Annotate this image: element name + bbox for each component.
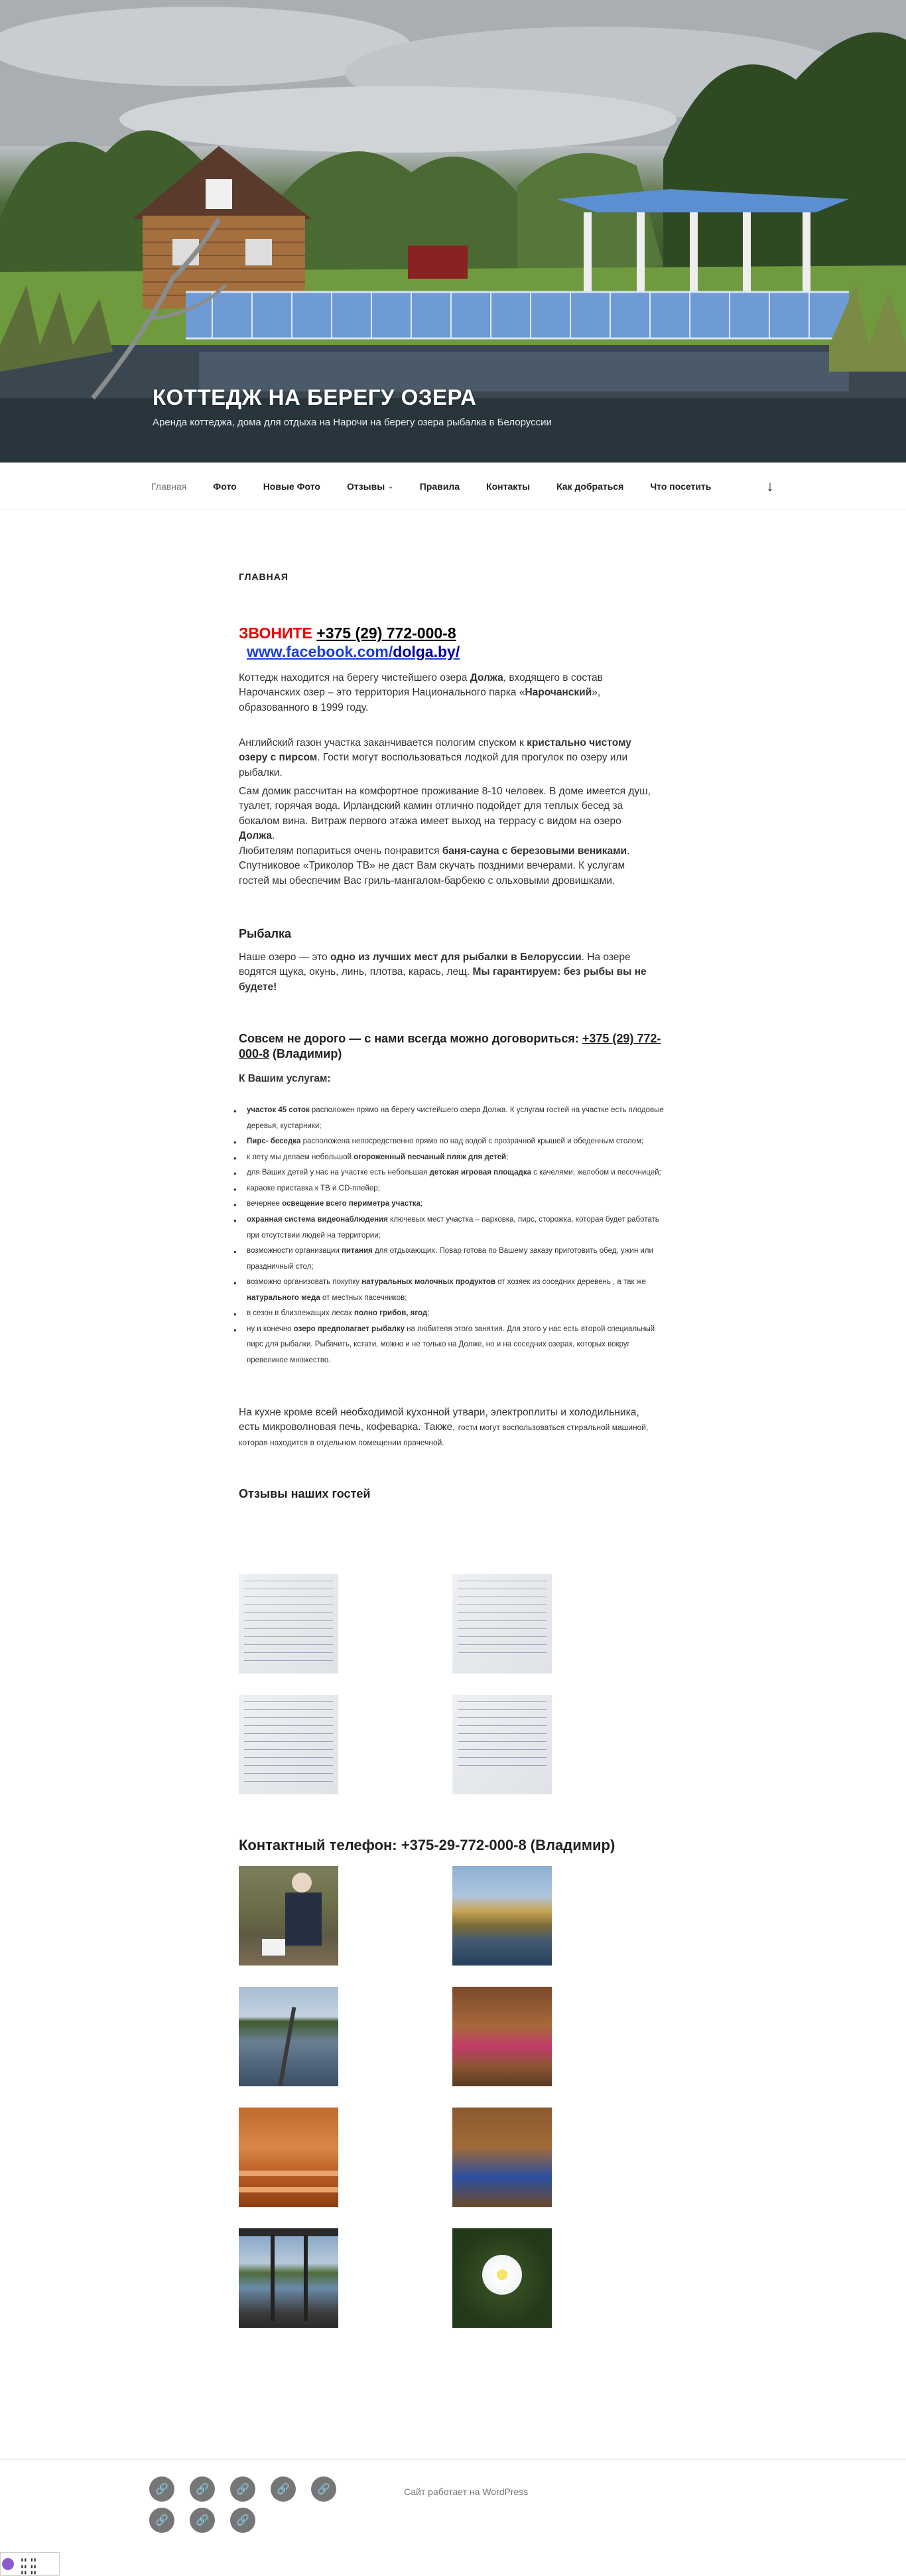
counter-stats: ▮▮ ▮▮ ▮▮ ▮▮ ▮▮ ▮▮: [21, 2557, 37, 2576]
link-icon[interactable]: 🔗: [230, 2508, 255, 2533]
arrow-down-icon[interactable]: ↓: [766, 478, 774, 494]
fishing-paragraph: Наше озеро — это одно из лучших мест для рыбалки в Белоруссии. На озере водятся щука, окунь, линь, плотва, карась, лещ. Мы гарантируем: без рыбы вы не будете!: [239, 952, 647, 993]
nav-item-home[interactable]: Главная: [151, 481, 187, 492]
link-icon[interactable]: 🔗: [311, 2476, 336, 2502]
intro-paragraph: Коттедж находится на берегу чистейшего озера Должа, входящего в состав Нарочанских озер – это территория Национального парка «Нарочанский», образованного в 1999 году.: [239, 672, 603, 713]
list-item: • для Ваших детей у нас на участке есть небольшая детская игровая площадка с качелями, желобом и песочницей;: [239, 1165, 667, 1181]
nav-item-rules[interactable]: Правила: [419, 481, 460, 492]
main-navigation: [0, 463, 906, 510]
gallery-photo-dining-room[interactable]: [452, 1987, 552, 2086]
gallery-photo-fisherman[interactable]: [239, 1866, 338, 1966]
call-number-link[interactable]: +375 (29) 772-000-8: [316, 624, 456, 642]
header-hero: [0, 0, 906, 463]
list-item: • в сезон в близлежащих лесах полно грибов, ягод;: [239, 1306, 667, 1322]
site-branding: [153, 385, 552, 428]
gallery-photo-window-view[interactable]: [239, 2228, 338, 2328]
list-item: • ну и конечно озеро предполагает рыбалку на любителя этого занятия. Для этого у нас есть второй специальный пирс для рыбалки. Рыбачить, кстати, можно и не только на Долже, но и на соседних озерах, которых вокруг превеликое множество.: [239, 1322, 667, 1369]
nav-item-contacts[interactable]: Контакты: [486, 481, 531, 492]
call-line: [239, 624, 456, 642]
chevron-down-icon: ⌄: [388, 482, 393, 490]
deal-phone-link[interactable]: +375 (29) 772-000-8: [239, 1032, 661, 1061]
fishing-heading: Рыбалка: [239, 927, 291, 940]
facebook-link-prefix: www.facebook.com/: [247, 643, 393, 660]
link-icon[interactable]: 🔗: [190, 2508, 215, 2533]
link-icon[interactable]: 🔗: [149, 2508, 174, 2533]
gallery-photo-lake-autumn[interactable]: [452, 1866, 552, 1966]
facebook-link[interactable]: [247, 643, 460, 661]
link-icon[interactable]: 🔗: [190, 2476, 215, 2502]
services-list: [239, 1103, 667, 1369]
list-item: • караоке приставка к ТВ и CD-плейер;: [239, 1181, 667, 1197]
gallery-photo-tree-lake[interactable]: [239, 1987, 338, 2086]
nav-item-reviews[interactable]: [347, 481, 393, 492]
call-label: ЗВОНИТЕ: [239, 624, 312, 642]
contact-heading: Контактный телефон: +375-29-772-000-8 (Владимир): [239, 1837, 615, 1853]
house-paragraph: Сам домик рассчитан на комфортное проживание 8-10 человек. В доме имеется душ, туалет, горячая вода. Ирландский камин отлично подойдет для теплых бесед за бокалом вина. Витраж первого этажа имеет выход на террасу с видом на озеро Должа. Любителям попариться очень понравится баня-сауна с березовыми вениками. Спутниковое «Триколор ТВ» не даст Вам скучать поздними вечерами. К услугам гостей мы обеспечим Вас гриль-мангалом-барбекю с ольховыми дровишками.: [239, 786, 651, 887]
review-image[interactable]: [239, 1695, 338, 1794]
lawn-paragraph: Английский газон участка заканчивается пологим спуском к кристально чистому озеру с пирсом. Гости могут воспользоваться лодкой для прогулок по озеру или рыбалки.: [239, 737, 631, 778]
site-title[interactable]: КОТТЕДЖ НА БЕРЕГУ ОЗЕРА: [153, 385, 477, 409]
counter-logo-icon: [2, 2558, 14, 2570]
site-footer: [0, 2459, 906, 2576]
nav-item-new-photo[interactable]: Новые Фото: [263, 481, 320, 492]
list-item: • вечернее освещение всего периметра участка;: [239, 1196, 667, 1212]
nav-item-photo[interactable]: Фото: [213, 481, 237, 492]
list-item: • возможно организовать покупку натуральных молочных продуктов от хозяек из соседних деревень , а так же натурального меда от местных пасечников;: [239, 1275, 667, 1306]
nav-item-directions[interactable]: Как добраться: [556, 481, 624, 492]
reviews-heading: Отзывы наших гостей: [239, 1487, 371, 1500]
link-icon[interactable]: 🔗: [230, 2476, 255, 2502]
services-heading: К Вашим услугам:: [239, 1073, 331, 1084]
gallery-photo-sauna[interactable]: [239, 2108, 338, 2207]
list-item: • Пирс- беседка расположена непосредственно прямо по над водой с прозрачной крышей и обеденным столом;: [239, 1134, 667, 1150]
link-icon[interactable]: 🔗: [149, 2476, 174, 2502]
list-item: • возможности организации питания для отдыхающих. Повар готова по Вашему заказу приготовить обед, ужин или праздничный стол;: [239, 1244, 667, 1275]
list-item: • охранная система видеонаблюдения ключевых мест участка – парковка, пирс, сторожка, которая будет работать при отсутствии людей на территории;: [239, 1212, 667, 1244]
nav-item-reviews-label: Отзывы: [346, 481, 385, 492]
kitchen-paragraph: На кухне кроме всей необходимой кухонной утвари, электроплиты и холодильника, есть микроволновая печь, кофеварка. Также, гости могут воспользоваться стиральной машиной, которая находится в отдельном помещении прачечной.: [239, 1407, 649, 1447]
review-image[interactable]: [239, 1574, 338, 1674]
deal-heading: Совсем не дорого — с нами всегда можно договориться: +375 (29) 772-000-8 (Владимир): [239, 1032, 661, 1061]
review-image[interactable]: [452, 1574, 552, 1674]
list-item: • к лету мы делаем небольшой огороженный песчаный пляж для детей;: [239, 1150, 667, 1166]
page-title: ГЛАВНАЯ: [239, 571, 289, 582]
facebook-link-tail: dolga.by/: [393, 643, 460, 660]
site-description: Аренда коттеджа, дома для отдыха на Нарочи на берегу озера рыбалка в Белоруссии: [153, 417, 552, 428]
gallery-photo-water-lily[interactable]: [452, 2228, 552, 2328]
review-image[interactable]: [452, 1695, 552, 1794]
nav-item-attractions[interactable]: Что посетить: [650, 481, 712, 492]
gallery-photo-bedroom[interactable]: [452, 2108, 552, 2207]
powered-by-link[interactable]: Сайт работает на WordPress: [404, 2486, 529, 2497]
counter-widget[interactable]: [0, 2552, 60, 2576]
link-icon[interactable]: 🔗: [271, 2476, 296, 2502]
list-item: • участок 45 соток расположен прямо на берегу чистейшего озера Должа. К услугам гостей на участке есть плодовые деревья, кустарники;: [239, 1103, 667, 1134]
